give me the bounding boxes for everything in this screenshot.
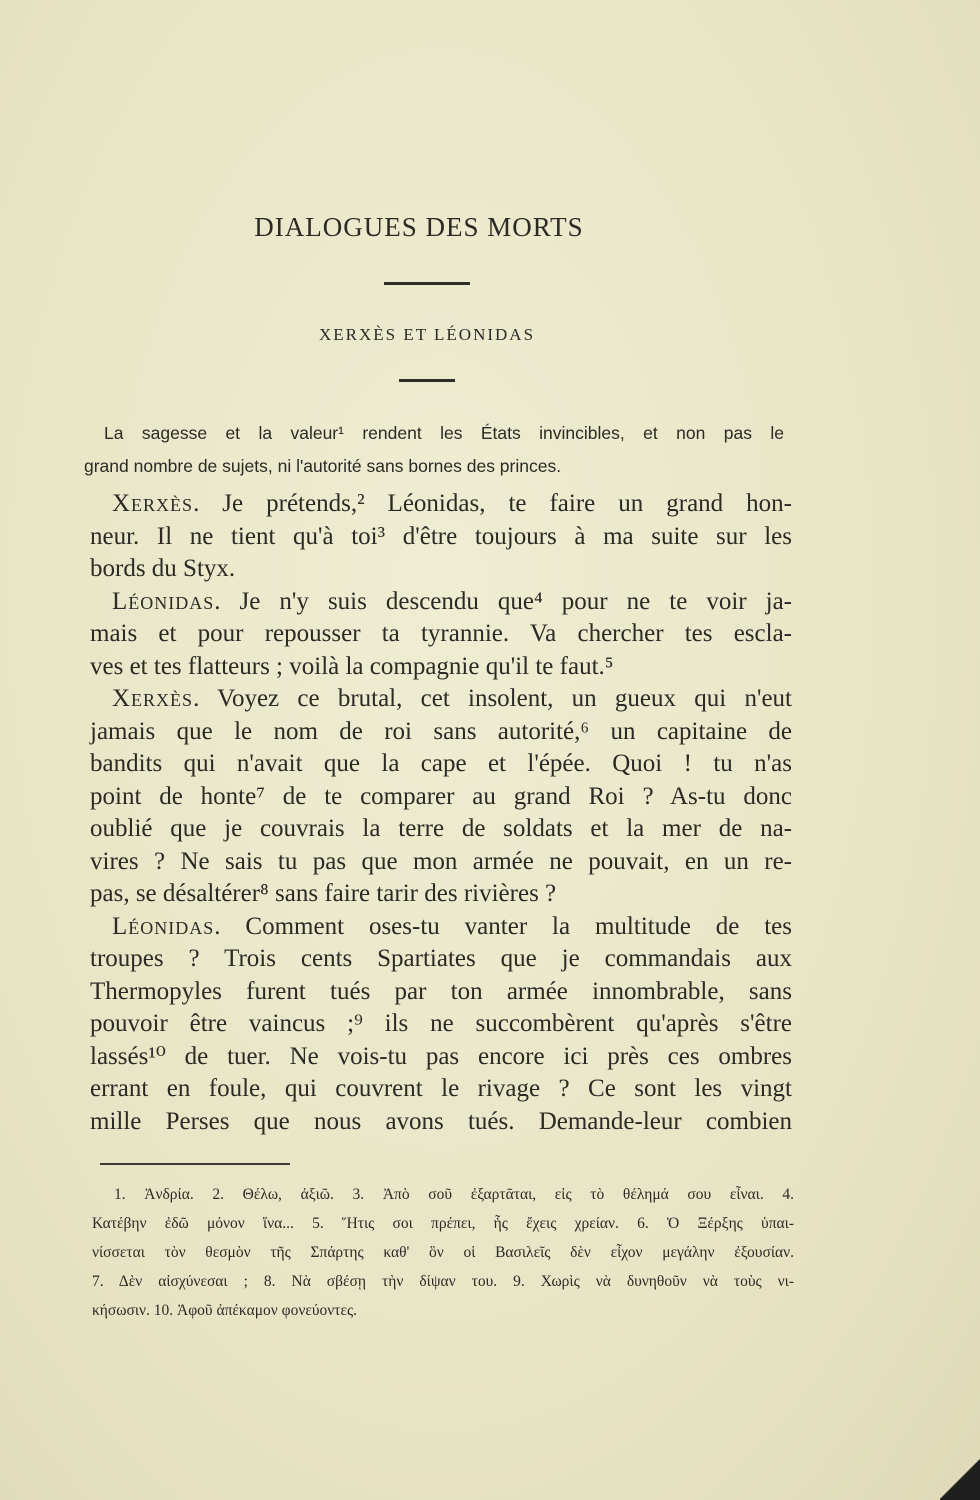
dialogue-line: bandits qui n'avait que la cape et l'épée. Quoi ! tu n'as bbox=[90, 750, 792, 777]
footnote-divider bbox=[100, 1163, 290, 1165]
dialogue-line: ves et tes flatteurs ; voilà la compagnie qu'il te faut.⁵ bbox=[90, 652, 614, 680]
speaker-name: Xerxès bbox=[112, 490, 194, 517]
footnote-line: νίσσεται τὸν θεσμὸν τῆς Σπάρτης καθ' ὃν οἱ Βασιλεῖς δὲν εἶχον μεγάλην ἐξουσίαν. bbox=[92, 1244, 794, 1261]
subtitle-divider bbox=[399, 379, 455, 382]
dialogue-line-text: . Voyez ce brutal, cet insolent, un gueux qui n'eut bbox=[193, 685, 792, 712]
dialogue-subtitle: XERXÈS ET LÉONIDAS bbox=[318, 325, 536, 344]
footnote-line: κήσωσιν. 10. Ἀφοῦ ἀπέκαμον φονεύοντες. bbox=[92, 1302, 358, 1319]
dialogue-line: pas, se désaltérer⁸ sans faire tarir des rivières ? bbox=[90, 880, 557, 907]
dialogue-line bbox=[90, 683, 792, 716]
dialogue-line bbox=[90, 586, 792, 619]
summary-line: grand nombre de sujets, ni l'autorité sans bornes des princes. bbox=[84, 455, 562, 476]
dialogue-line: point de honte⁷ de te comparer au grand Roi ? As-tu donc bbox=[90, 782, 792, 810]
dialogue-line: vires ? Ne sais tu pas que mon armée ne pouvait, en un re- bbox=[90, 847, 792, 875]
dialogue-line: jamais que le nom de roi sans autorité,⁶ un capitaine de bbox=[90, 717, 792, 745]
dialogue-line bbox=[90, 911, 792, 944]
dialogue-line: oublié que je couvrais la terre de soldats et la mer de na- bbox=[90, 815, 792, 842]
footnote-line: 7. Δὲν αἰσχύνεσαι ; 8. Νὰ σβέσῃ τὴν δίψαν του. 9. Χωρὶς νὰ δυνηθοῦν νὰ τοὺς νι- bbox=[92, 1273, 794, 1290]
dialogue-text bbox=[90, 488, 792, 1138]
dialogue-line-text: . Je prétends,² Léonidas, te faire un grand hon- bbox=[193, 490, 792, 517]
dialogue-line: bords du Styx. bbox=[90, 555, 236, 582]
dialogue-line bbox=[90, 488, 792, 521]
dialogue-line: mille Perses que nous avons tués. Demande-leur combien bbox=[90, 1107, 792, 1135]
footnote-line: 1. Ἀνδρία. 2. Θέλω, ἀξιῶ. 3. Ἀπὸ σοῦ ἐξαρτᾶται, εἰς τὸ θέλημά σου εἶναι. 4. bbox=[114, 1186, 794, 1203]
dialogue-line: troupes ? Trois cents Spartiates que je commandais aux bbox=[90, 945, 792, 972]
dialogue-line: mais et pour repousser ta tyrannie. Va chercher tes escla- bbox=[90, 620, 792, 647]
speaker-name: Xerxès bbox=[112, 685, 194, 712]
page-title: DIALOGUES DES MORTS bbox=[254, 212, 584, 242]
title-divider bbox=[384, 282, 470, 285]
dialogue-line: lassés¹⁰ de tuer. Ne vois-tu pas encore ici près ces ombres bbox=[90, 1042, 792, 1070]
dialogue-line-text: . Je n'y suis descendu que⁴ pour ne te voir ja- bbox=[214, 587, 792, 615]
page-corner-shadow bbox=[940, 1456, 980, 1500]
footnotes bbox=[92, 1180, 794, 1325]
dialogue-line: Thermopyles furent tués par ton armée innombrable, sans bbox=[90, 977, 792, 1005]
summary-paragraph bbox=[84, 420, 784, 485]
speaker-name: Léonidas bbox=[112, 587, 215, 615]
dialogue-line: neur. Il ne tient qu'à toi³ d'être toujours à ma suite sur les bbox=[90, 522, 792, 550]
dialogue-line: errant en foule, qui couvrent le rivage ? Ce sont les vingt bbox=[90, 1075, 792, 1102]
summary-line: La sagesse et la valeur¹ rendent les États invincibles, et non pas le bbox=[104, 423, 784, 443]
dialogue-line-text: . Comment oses-tu vanter la multitude de tes bbox=[214, 912, 792, 940]
speaker-name: Léonidas bbox=[112, 912, 215, 940]
dialogue-line: pouvoir être vaincus ;⁹ ils ne succombèrent qu'après s'être bbox=[90, 1010, 792, 1037]
footnote-line: Κατέβην ἐδῶ μόνον ἵνα... 5. Ἥτις σοι πρέπει, ἧς ἔχεις χρείαν. 6. Ὁ Ξέρξης ὑπαι- bbox=[92, 1215, 794, 1232]
